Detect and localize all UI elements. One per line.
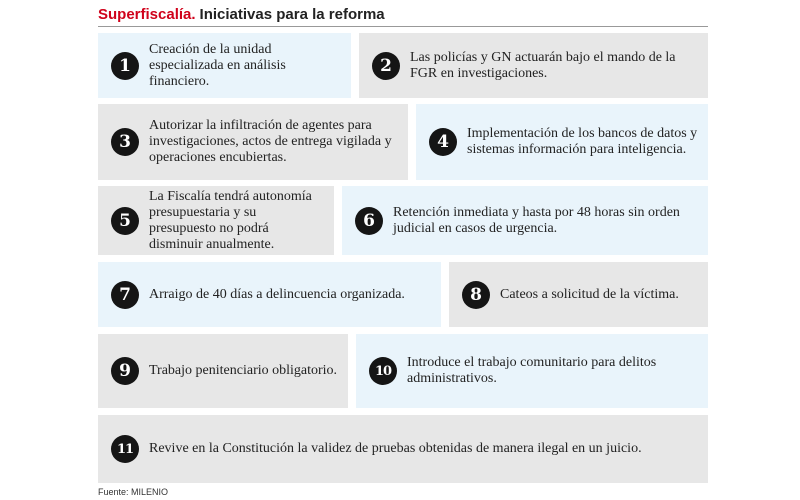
- reform-card-5: [98, 186, 334, 255]
- number-badge: 3: [111, 128, 139, 156]
- number-badge: 7: [111, 281, 139, 309]
- reform-text: Trabajo penitenciario obligatorio.: [149, 363, 338, 378]
- reform-card-3: [98, 104, 408, 180]
- reform-card-11: [98, 415, 708, 483]
- reform-text: Creación de la unidad especializada en análisis financiero.: [149, 41, 286, 89]
- number-badge: 8: [462, 281, 490, 309]
- reform-text: Cateos a solicitud de la víctima.: [500, 286, 679, 302]
- number-badge: 11: [111, 435, 139, 463]
- reform-card-6: [342, 186, 708, 255]
- reform-text: Las policías y GN actuarán bajo el mando de la FGR en investigaciones.: [410, 49, 676, 81]
- infographic-header: [98, 6, 708, 24]
- reform-card-1: [98, 33, 351, 98]
- reform-card-8: [449, 262, 708, 327]
- reform-text: Arraigo de 40 días a delincuencia organizada.: [149, 286, 405, 302]
- source-note: Fuente: MILENIO: [98, 487, 169, 497]
- number-badge: 10: [369, 357, 397, 385]
- reform-text: Revive en la Constitución la validez de pruebas obtenidas de manera ilegal en un juicio.: [149, 441, 642, 456]
- reform-text: Retención inmediata y hasta por 48 horas sin orden judicial en casos de urgencia.: [393, 204, 680, 236]
- reform-text: La Fiscalía tendrá autonomía presupuestaria y su presupuesto no podrá disminuir anualmente.: [149, 188, 312, 252]
- reform-card-7: [98, 262, 441, 327]
- reform-text: Introduce el trabajo comunitario para delitos administrativos.: [407, 355, 657, 386]
- number-badge: 4: [429, 128, 457, 156]
- reform-text: Autorizar la infiltración de agentes para investigaciones, actos de entrega vigilada y operaciones encubiertas.: [149, 118, 392, 165]
- header-divider: [98, 26, 708, 27]
- reform-card-9: [98, 334, 348, 408]
- number-badge: 5: [111, 207, 139, 235]
- reform-card-2: [359, 33, 708, 98]
- reform-text: Implementación de los bancos de datos y sistemas información para inteligencia.: [467, 126, 698, 157]
- brand-label: Superfiscalía.: [98, 6, 196, 23]
- number-badge: 9: [111, 357, 139, 385]
- number-badge: 2: [372, 52, 400, 80]
- infographic-title: Iniciativas para la reforma: [199, 6, 385, 23]
- reform-card-10: [356, 334, 708, 408]
- reform-card-4: [416, 104, 708, 180]
- number-badge: 1: [111, 52, 139, 80]
- number-badge: 6: [355, 207, 383, 235]
